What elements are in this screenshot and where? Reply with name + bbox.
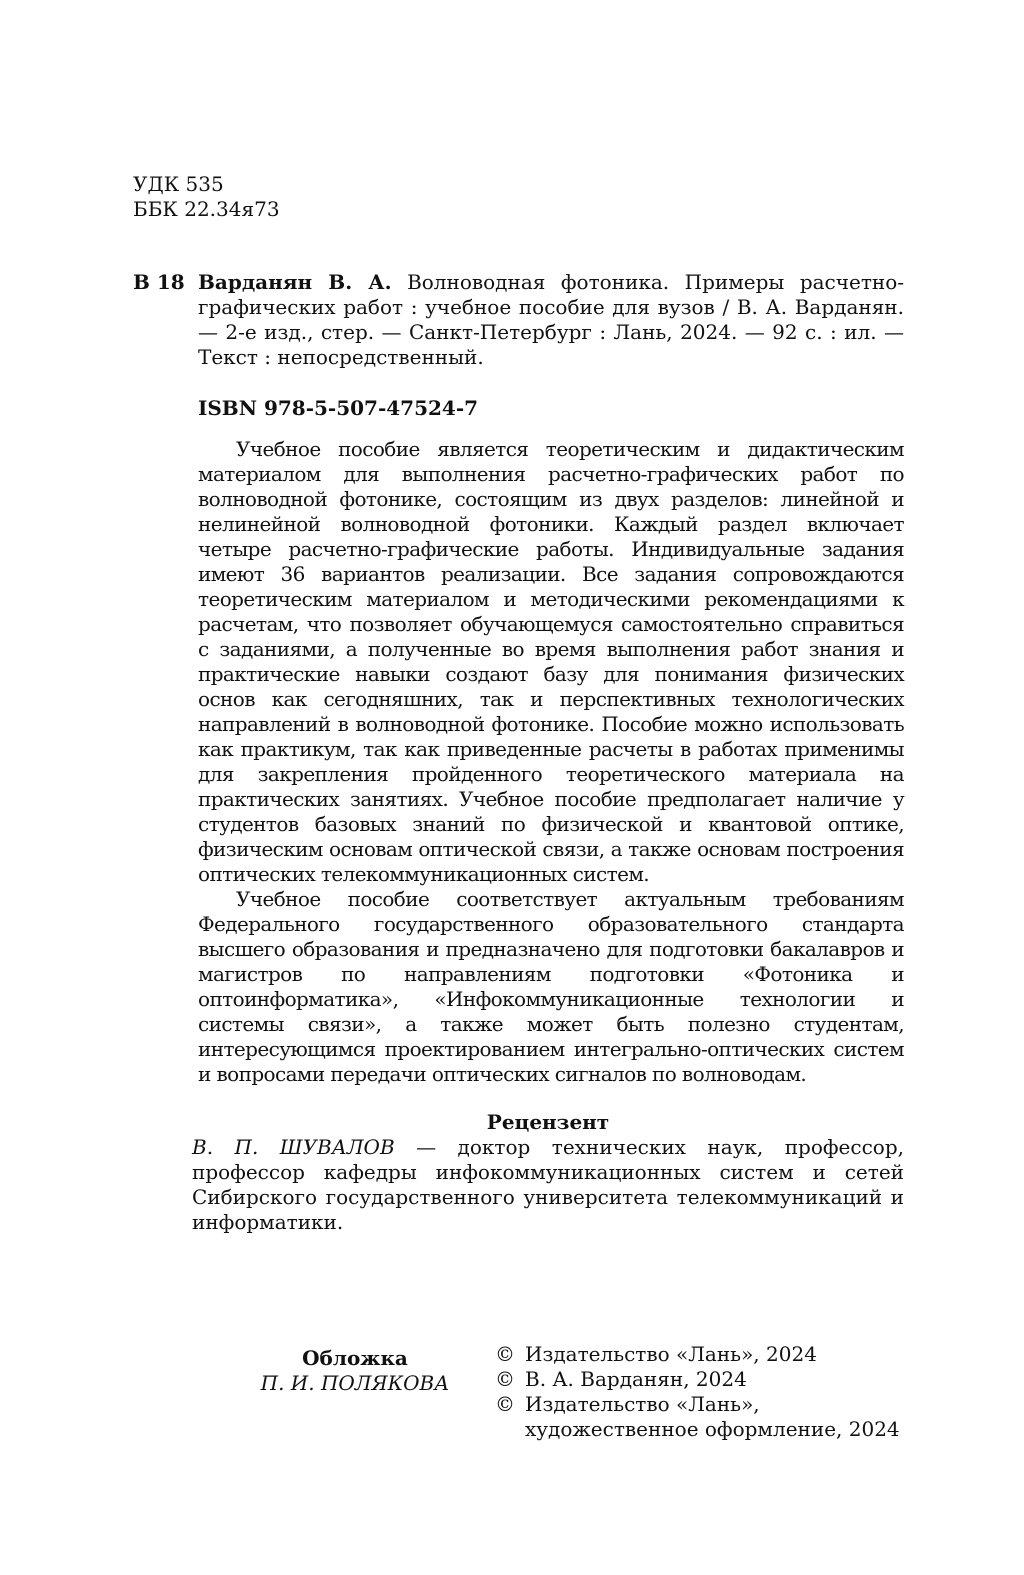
review-block: [192, 1110, 904, 1235]
review-text: [192, 1135, 904, 1235]
annotation-paragraph: Учебное пособие соответствует актуальным требованиям Федерального государственного образовательного стандарта высшего образования и предназначено для подготовки бакалавров и магистров по направлениям подготовки «Фотоника и оптоинформатика», «Инфокоммуникационные технологии и системы связи», а также может быть полезно студентам, интересующимся проектированием интегрально-оптических систем и вопросами передачи оптических сигналов по волноводам.: [198, 887, 904, 1086]
copyright-text: Издательство «Лань», 2024: [525, 1342, 817, 1366]
copyright-line: [495, 1342, 915, 1367]
review-title: Рецензент: [486, 1110, 610, 1134]
copyright-text: Издательство «Лань»,: [525, 1392, 760, 1416]
copyright-symbol: ©: [495, 1367, 515, 1391]
classification-block: [133, 172, 280, 222]
cover-label: Обложка: [302, 1346, 408, 1370]
copyright-symbol: ©: [495, 1392, 515, 1416]
bbk-code: ББК 22.34я73: [133, 197, 280, 221]
author-code: В 18: [133, 270, 185, 294]
bibliographic-description: Волноводная фотоника. Примеры расчетно-графических работ : учебное пособие для вузов / В. А. Варданян. — 2-е изд., стер. — Санкт-Петербург : Лань, 2024. — 92 с. : ил. — Текст : непосредственный.: [198, 270, 905, 369]
udc-code: УДК 535: [133, 172, 224, 196]
cover-credit: [240, 1346, 470, 1396]
copyright-text: В. А. Варданян, 2024: [525, 1367, 747, 1391]
author-name: Варданян В. А.: [198, 270, 392, 294]
copyright-symbol: ©: [495, 1342, 515, 1366]
copyright-line-continuation: [495, 1417, 915, 1442]
isbn: ISBN 978-5-507-47524-7: [198, 396, 479, 420]
copyright-block: [495, 1342, 915, 1442]
copyright-text: художественное оформление, 2024: [525, 1417, 900, 1441]
reviewer-description: — доктор технических наук, профессор, профессор кафедры инфокоммуникационных систем и сетей Сибирского государственного университета телекоммуникаций и информатики.: [192, 1135, 904, 1234]
bibliographic-record: [198, 270, 904, 370]
copyright-line: [495, 1367, 915, 1392]
copyright-line: [495, 1392, 915, 1417]
cover-designer: П. И. ПОЛЯКОВА: [260, 1371, 450, 1395]
annotation-paragraph: Учебное пособие является теоретическим и дидактическим материалом для выполнения расчетно-графических работ по волноводной фотонике, состоящим из двух разделов: линейной и нелинейной волноводной фотоники. Каждый раздел включает четыре расчетно-графические работы. Индивидуальные задания имеют 36 вариантов реализации. Все задания сопровождаются теоретическим материалом и методическими рекомендациями к расчетам, что позволяет обучающемуся самостоятельно справиться с заданиями, а полученные во время выполнения работ знания и практические навыки создают базу для понимания физических основ как сегодняшних, так и перспективных технологических направлений в волноводной фотонике. Пособие можно использовать как практикум, так как приведенные расчеты в работах применимы для закрепления пройденного теоретического материала на практических занятиях. Учебное пособие предполагает наличие у студентов базовых знаний по физической и квантовой оптике, физическим основам оптической связи, а также основам построения оптических телекоммуникационных систем.: [198, 437, 904, 886]
reviewer-name: В. П. ШУВАЛОВ: [192, 1135, 395, 1159]
annotation: [198, 437, 904, 1087]
